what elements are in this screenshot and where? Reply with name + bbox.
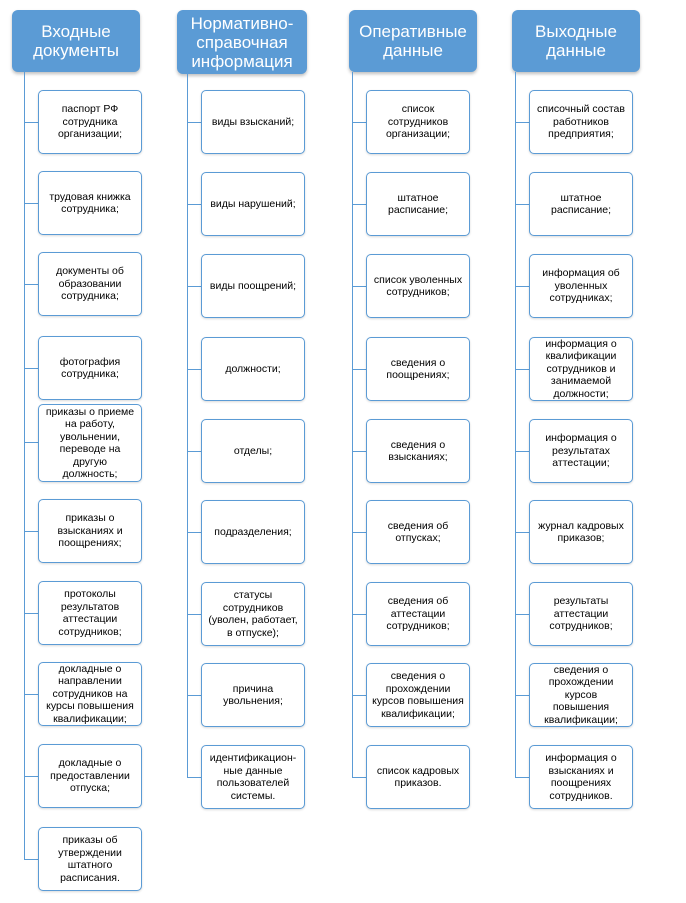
item-box [529,663,633,727]
connector-branch [24,613,38,614]
item-box [201,582,305,646]
column-output-data [500,0,660,903]
item-box [38,171,142,235]
item-text: список сотрудников организации; [385,103,451,141]
item-box [38,827,142,891]
connector-branch [515,286,529,287]
item-text: журнал кадровых приказов; [538,519,624,544]
item-text: сведения о поощрениях; [386,356,450,381]
item-text: сведения о прохождении курсов повышения квалификации; [372,670,464,720]
connector-trunk [515,72,516,777]
item-text: причина увольнения; [223,682,283,707]
connector-branch [24,284,38,285]
item-box [201,254,305,318]
item-text: фотография сотрудника; [59,355,121,380]
connector-branch [24,859,38,860]
column-title: Оперативные данные [359,22,467,60]
column-title: Нормативно- справочная информация [190,13,294,71]
column-title: Входные документы [33,22,119,60]
item-text: виды взысканий; [211,115,295,128]
item-box [366,500,470,564]
item-text: результаты аттестации сотрудников; [549,595,613,633]
item-text: докладные о направлении сотрудников на курсы повышения квалификации; [46,662,134,725]
connector-branch [187,286,201,287]
connector-branch [187,204,201,205]
item-text: информация об уволенных сотрудниках; [542,267,620,305]
item-text: должности; [225,362,281,375]
connector-branch [187,122,201,123]
item-box [529,172,633,236]
connector-branch [187,451,201,452]
connector-branch [515,204,529,205]
connector-branch [187,532,201,533]
item-box [529,745,633,809]
item-box [201,745,305,809]
item-box [529,419,633,483]
item-text: статусы сотрудников (уволен, работает, в отпуске); [208,589,298,639]
item-box [201,90,305,154]
item-text: сведения об аттестации сотрудников; [386,595,450,633]
connector-branch [352,204,366,205]
item-text: виды нарушений; [210,197,296,210]
column-header [512,10,640,72]
connector-branch [352,695,366,696]
connector-branch [515,451,529,452]
item-text: информация о результатах аттестации; [545,432,617,470]
item-box [38,499,142,563]
connector-branch [24,122,38,123]
connector-branch [515,369,529,370]
connector-branch [187,777,201,778]
item-box [529,582,633,646]
column-operational-data [337,0,497,903]
item-box [38,662,142,726]
item-text: информация о квалификации сотрудников и занимаемой должности; [545,337,617,400]
item-text: виды поощрений; [209,279,297,292]
item-text: отделы; [233,444,273,457]
item-text: штатное расписание; [388,191,448,216]
connector-branch [352,369,366,370]
item-text: сведения о взысканиях; [388,438,448,463]
connector-branch [515,614,529,615]
item-text: протоколы результатов аттестации сотрудников; [58,588,122,638]
item-box [366,745,470,809]
item-box [201,172,305,236]
column-input-documents [0,0,160,903]
connector-branch [515,777,529,778]
connector-branch [352,777,366,778]
connector-branch [24,203,38,204]
item-box [38,252,142,316]
column-header [177,10,307,74]
connector-branch [352,286,366,287]
item-box [529,500,633,564]
connector-branch [187,369,201,370]
connector-branch [24,442,38,443]
item-text: штатное расписание; [551,191,611,216]
connector-branch [352,122,366,123]
item-text: приказы об утверждении штатного расписания. [58,834,122,884]
connector-branch [187,614,201,615]
column-header [349,10,477,72]
connector-branch [515,695,529,696]
column-title: Выходные данные [535,22,617,60]
item-text: сведения о прохождении курсов повышения квалификации; [544,663,618,726]
connector-branch [352,532,366,533]
connector-branch [187,695,201,696]
connector-branch [515,122,529,123]
item-text: идентификацион- ные данные пользователей системы. [209,752,297,802]
item-box [38,581,142,645]
item-box [529,254,633,318]
item-box [201,419,305,483]
item-text: приказы о взысканиях и поощрениях; [57,512,123,550]
column-header [12,10,140,72]
connector-branch [24,531,38,532]
item-text: документы об образовании сотрудника; [56,265,124,303]
item-text: список уволенных сотрудников; [373,273,463,298]
item-text: докладные о предоставлении отпуска; [50,757,130,795]
item-box [529,337,633,401]
item-text: подразделения; [214,525,292,538]
item-box [366,254,470,318]
item-box [366,90,470,154]
item-box [201,663,305,727]
item-box [366,663,470,727]
item-box [38,404,142,482]
item-text: сведения об отпусках; [387,519,449,544]
item-box [201,500,305,564]
item-box [366,337,470,401]
item-text: списочный состав работников предприятия; [537,103,625,141]
connector-branch [515,532,529,533]
column-reference-info [172,0,332,903]
connector-branch [24,776,38,777]
item-box [366,582,470,646]
connector-trunk [187,74,188,777]
connector-branch [352,614,366,615]
item-box [38,90,142,154]
item-box [366,172,470,236]
item-box [366,419,470,483]
item-box [38,336,142,400]
connector-trunk [24,72,25,859]
connector-branch [24,694,38,695]
connector-trunk [352,72,353,777]
connector-branch [24,368,38,369]
item-box [38,744,142,808]
item-text: трудовая книжка сотрудника; [49,190,131,215]
item-text: список кадровых приказов. [376,764,460,789]
item-box [529,90,633,154]
item-box [201,337,305,401]
item-text: информация о взысканиях и поощрениях сотрудников. [545,752,617,802]
item-text: приказы о приеме на работу, увольнении, переводе на другую должность; [45,405,135,480]
item-text: паспорт РФ сотрудника организации; [57,103,123,141]
connector-branch [352,451,366,452]
